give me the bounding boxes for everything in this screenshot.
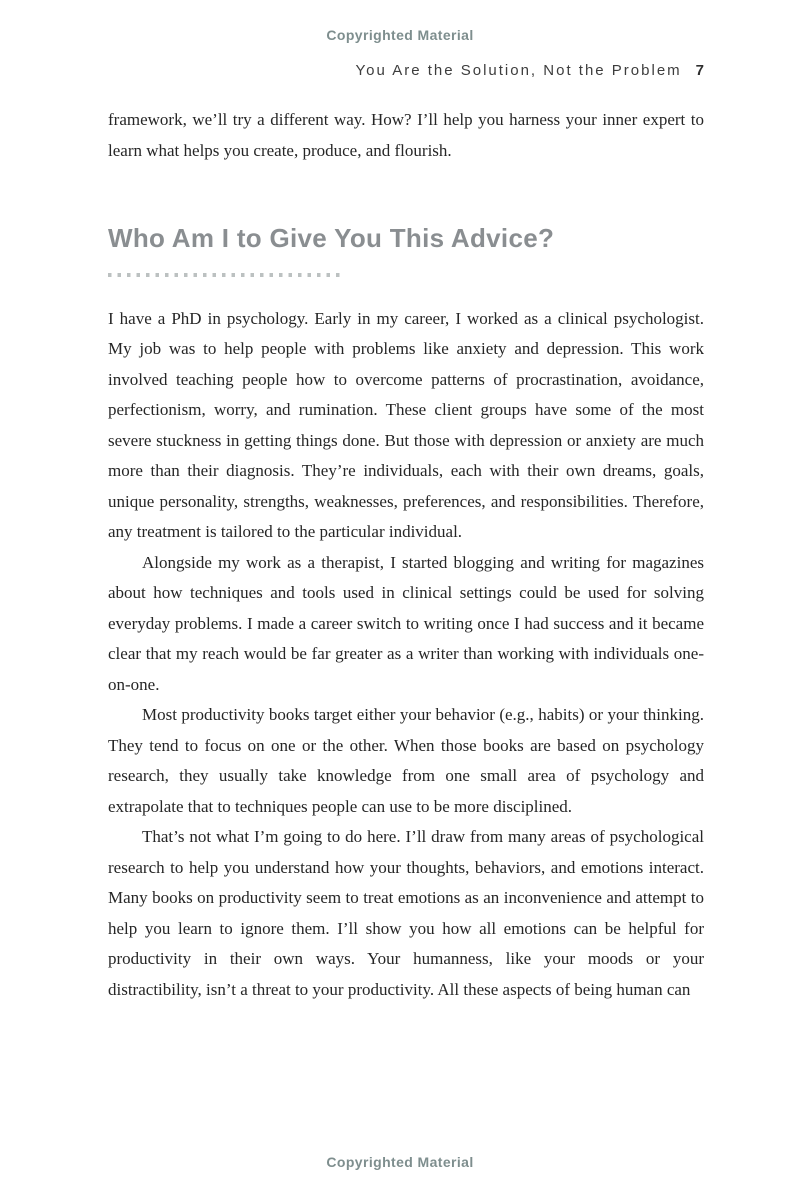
running-title: You Are the Solution, Not the Problem: [355, 62, 682, 79]
body-paragraph: I have a PhD in psychology. Early in my career, I worked as a clinical psychologist. My job was to help people with problems like anxiety and depression. This work involved teaching people how to overcome patterns of procrastination, avoidance, perfectionism, worry, and rumination. These client groups have some of the most severe stuckness in getting things done. But those with depression or anxiety are much more than their diagnosis. They’re individuals, each with their own dreams, goals, unique personality, strengths, weaknesses, preferences, and responsibilities. Therefore, any treatment is tailored to the particular individual.: [108, 308, 704, 541]
body-paragraph: That’s not what I’m going to do here. I’ll draw from many areas of psychological research to help you understand how your thoughts, behaviors, and emotions interact. Many books on productivity seem to treat emotions as an inconvenience and attempt to help you learn to ignore them. I’ll show you how all emotions can be helpful for productivity in their own ways. Your humanness, like your moods or your distractibility, isn’t a threat to your productivity. All these aspects of being human can: [108, 827, 704, 999]
dotted-rule: [108, 273, 340, 277]
section-heading: Who Am I to Give You This Advice?: [108, 223, 555, 253]
body-paragraph: Alongside my work as a therapist, I started blogging and writing for magazines about how techniques and tools used in clinical settings could be used for solving everyday problems. I made a career switch to writing once I had success and it became clear that my reach would be far greater as a writer than working with individuals one-on-one.: [108, 552, 704, 694]
copyright-notice-bottom: Copyrighted Material: [326, 1154, 474, 1170]
page-number: 7: [695, 62, 704, 79]
running-header: [108, 62, 704, 79]
body-text: [108, 105, 704, 1005]
body-paragraph: framework, we’ll try a different way. How? I’ll help you harness your inner expert to learn what helps you create, produce, and flourish.: [108, 110, 704, 160]
page-content: [0, 62, 800, 1005]
body-paragraph: Most productivity books target either your behavior (e.g., habits) or your thinking. They tend to focus on one or the other. When those books are based on psychology research, they usually take knowledge from one small area of psychology and extrapolate that to techniques people can use to be more disciplined.: [108, 705, 704, 816]
copyright-notice-top: Copyrighted Material: [326, 27, 474, 43]
